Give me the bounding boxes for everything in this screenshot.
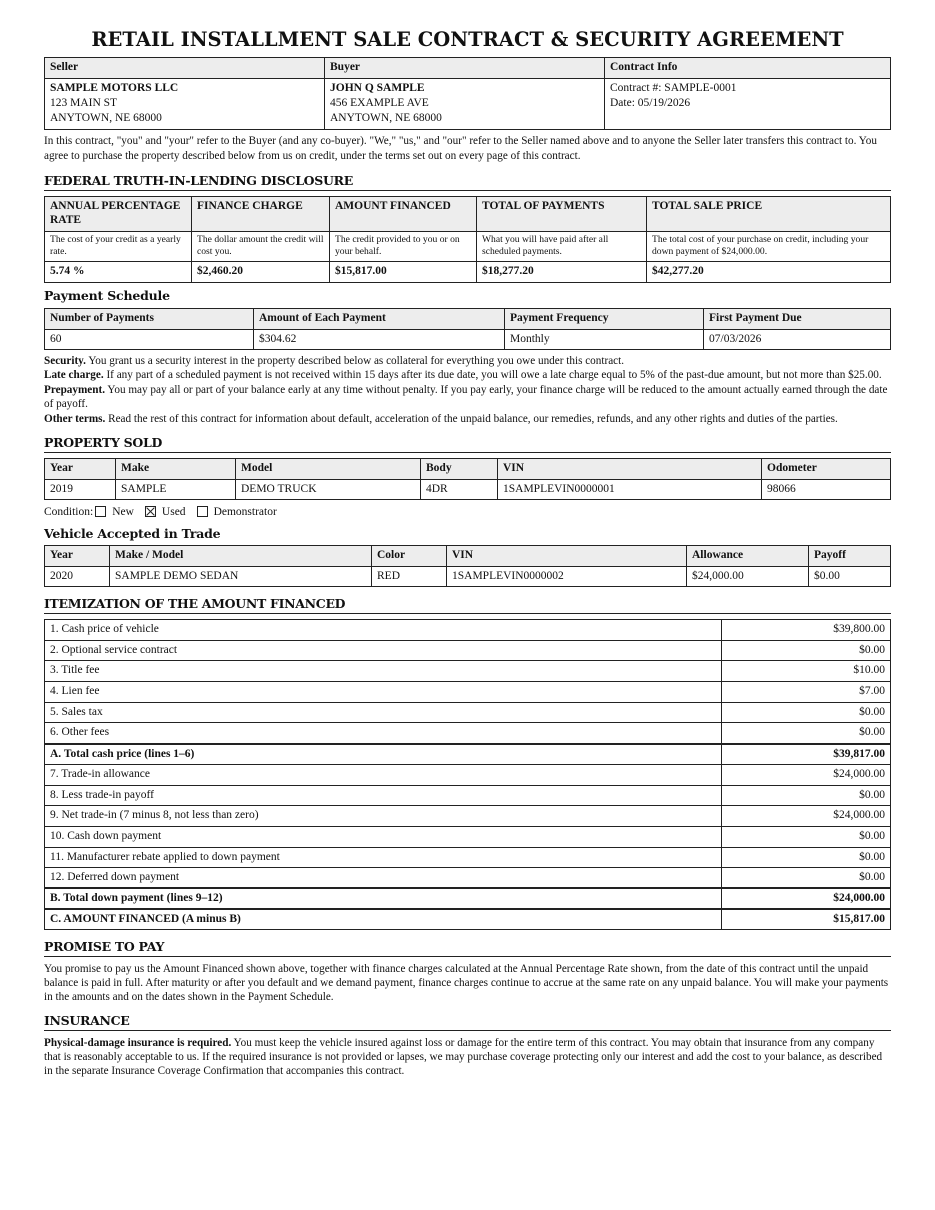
term-text: You grant us a security interest in the property described below as collateral for everything you owe under this contract. (85, 354, 625, 367)
document-title: RETAIL INSTALLMENT SALE CONTRACT & SECURITY AGREEMENT (91, 28, 844, 51)
trade-header-vin: VIN (447, 546, 687, 567)
itemization-amount: $10.00 (722, 661, 891, 682)
term-label: Late charge. (44, 369, 104, 382)
itemization-row (45, 620, 891, 641)
itemization-amount: $24,000.00 (722, 764, 891, 785)
contract-info-header: Contract Info (605, 58, 891, 79)
seller-header: Seller (45, 58, 325, 79)
total-of-payments-value: $18,277.20 (477, 262, 647, 283)
apr-description: The cost of your credit as a yearly rate. (45, 232, 192, 262)
contract-number: Contract #: SAMPLE-0001 (610, 82, 737, 95)
itemization-label: 1. Cash price of vehicle (45, 620, 722, 641)
contract-info-cell (605, 79, 891, 130)
trade-allowance: $24,000.00 (687, 567, 809, 587)
trade-in-heading: Vehicle Accepted in Trade (44, 525, 221, 541)
trade-make-model: SAMPLE DEMO SEDAN (110, 567, 372, 587)
schedule-first-payment-due: 07/03/2026 (704, 329, 891, 349)
itemization-amount: $7.00 (722, 682, 891, 703)
itemization-label: 2. Optional service contract (45, 640, 722, 661)
seller-cell (45, 79, 325, 130)
property-header-year: Year (45, 458, 116, 479)
itemization-label: C. AMOUNT FINANCED (A minus B) (45, 909, 722, 930)
itemization-label: 4. Lien fee (45, 682, 722, 703)
buyer-header: Buyer (325, 58, 605, 79)
total-of-payments-description: What you will have paid after all scheduled payments. (477, 232, 647, 262)
itemization-label: 12. Deferred down payment (45, 868, 722, 889)
trade-header-make-model: Make / Model (110, 546, 372, 567)
property-header-body: Body (421, 458, 498, 479)
itemization-amount: $0.00 (722, 640, 891, 661)
itemization-amount: $0.00 (722, 702, 891, 723)
total-of-payments-header: TOTAL OF PAYMENTS (477, 197, 647, 232)
trade-header-payoff: Payoff (809, 546, 891, 567)
property-odometer: 98066 (762, 479, 891, 499)
itemization-total-row (45, 744, 891, 765)
itemization-label: B. Total down payment (lines 9–12) (45, 888, 722, 909)
itemization-total-row (45, 909, 891, 930)
itemization-row (45, 785, 891, 806)
promise-to-pay-text: You promise to pay us the Amount Financed shown above, together with finance charges calculated at the Annual Percentage Rate shown, from the date of this contract until the unpaid balance is paid in full. After maturity or after you default and we demand payment, finance charges continue to accrue at the same rate on any unpaid balance. You will make your payments in the amounts and on the dates shown in the Payment Schedule. (44, 962, 889, 1003)
seller-name: SAMPLE MOTORS LLC (50, 82, 179, 95)
schedule-header-amount: Amount of Each Payment (254, 308, 505, 329)
itemization-amount: $0.00 (722, 826, 891, 847)
amount-financed-description: The credit provided to you or on your behalf. (330, 232, 477, 262)
term-text: If any part of a scheduled payment is not received within 15 days after its due date, you will owe a late charge equal to 5% of the past-due amount, but not more than $25.00. (103, 369, 882, 382)
itemization-heading: ITEMIZATION OF THE AMOUNT FINANCED (44, 596, 891, 614)
itemization-row (45, 764, 891, 785)
condition-new-label: New (112, 505, 134, 518)
finance-charge-header: FINANCE CHARGE (192, 197, 330, 232)
property-year: 2019 (45, 479, 116, 499)
itemization-label: 7. Trade-in allowance (45, 764, 722, 785)
term-security (44, 354, 891, 369)
condition-new-checkbox[interactable] (95, 506, 106, 517)
itemization-label: A. Total cash price (lines 1–6) (45, 744, 722, 765)
itemization-amount: $0.00 (722, 785, 891, 806)
term-other (44, 412, 891, 427)
trade-header-year: Year (45, 546, 110, 567)
schedule-payment-amount: $304.62 (254, 329, 505, 349)
itemization-amount: $0.00 (722, 847, 891, 868)
property-sold-table (44, 458, 891, 500)
term-text: You may pay all or part of your balance early at any time without penalty. If you pay early, your finance charge will be reduced to the amount actually earned through the date of payoff. (44, 383, 888, 411)
itemization-label: 9. Net trade-in (7 minus 8, not less than zero) (45, 806, 722, 827)
trade-header-color: Color (372, 546, 447, 567)
itemization-label: 10. Cash down payment (45, 826, 722, 847)
insurance-heading: INSURANCE (44, 1013, 891, 1031)
property-sold-heading: PROPERTY SOLD (44, 435, 891, 453)
trade-payoff: $0.00 (809, 567, 891, 587)
itemization-row (45, 868, 891, 889)
trade-color: RED (372, 567, 447, 587)
intro-paragraph: In this contract, "you" and "your" refer to the Buyer (and any co-buyer). "We," "us," and "our" refer to the Seller named above and to anyone the Seller later transfers this contract to. You agree to purchase the property described below from us on credit, under the terms set out on every page of this contract. (44, 135, 877, 163)
term-label: Prepayment. (44, 383, 106, 396)
seller-address-line1: 123 MAIN ST (50, 97, 118, 110)
apr-header: ANNUAL PERCENTAGE RATE (45, 197, 192, 232)
property-vin: 1SAMPLEVIN0000001 (498, 479, 762, 499)
amount-financed-value: $15,817.00 (330, 262, 477, 283)
term-label: Other terms. (44, 412, 106, 425)
promise-to-pay-heading: PROMISE TO PAY (44, 939, 891, 957)
schedule-number-of-payments: 60 (45, 329, 254, 349)
property-header-make: Make (116, 458, 236, 479)
total-sale-price-description: The total cost of your purchase on credit, including your down payment of $24,000.00. (647, 232, 891, 262)
trade-in-table (44, 545, 891, 587)
payment-schedule-table (44, 308, 891, 350)
buyer-address-line1: 456 EXAMPLE AVE (330, 97, 429, 110)
condition-demonstrator-checkbox[interactable] (197, 506, 208, 517)
schedule-header-number: Number of Payments (45, 308, 254, 329)
itemization-row (45, 702, 891, 723)
term-prepayment (44, 383, 891, 412)
property-header-vin: VIN (498, 458, 762, 479)
insurance-text: You must keep the vehicle insured against loss or damage for the entire term of this contract. You may obtain that insurance from any company that is reasonably acceptable to us. If the required insurance is not provided or lapses, we may purchase coverage protecting only our interest and add the cost to your balance, as described in the separate Insurance Coverage Confirmation that accompanies this contract. (44, 1036, 883, 1077)
total-sale-price-header: TOTAL SALE PRICE (647, 197, 891, 232)
itemization-row (45, 661, 891, 682)
condition-used-label: Used (161, 505, 186, 518)
property-make: SAMPLE (116, 479, 236, 499)
property-header-model: Model (236, 458, 421, 479)
finance-charge-description: The dollar amount the credit will cost you. (192, 232, 330, 262)
property-header-odometer: Odometer (762, 458, 891, 479)
condition-used-checkbox[interactable] (145, 506, 156, 517)
parties-table (44, 57, 891, 130)
seller-address-line2: ANYTOWN, NE 68000 (50, 112, 162, 125)
itemization-label: 11. Manufacturer rebate applied to down payment (45, 847, 722, 868)
itemization-total-row (45, 888, 891, 909)
itemization-amount: $24,000.00 (722, 888, 891, 909)
itemization-label: 6. Other fees (45, 723, 722, 744)
total-sale-price-value: $42,277.20 (647, 262, 891, 283)
itemization-row (45, 847, 891, 868)
itemization-amount: $15,817.00 (722, 909, 891, 930)
condition-demonstrator-label: Demonstrator (213, 505, 277, 518)
buyer-cell (325, 79, 605, 130)
schedule-payment-frequency: Monthly (505, 329, 704, 349)
property-model: DEMO TRUCK (236, 479, 421, 499)
term-late-charge (44, 368, 891, 383)
payment-schedule-heading: Payment Schedule (44, 288, 170, 303)
tila-table (44, 196, 891, 283)
terms-block (44, 354, 891, 427)
schedule-header-frequency: Payment Frequency (505, 308, 704, 329)
trade-year: 2020 (45, 567, 110, 587)
amount-financed-header: AMOUNT FINANCED (330, 197, 477, 232)
itemization-amount: $39,817.00 (722, 744, 891, 765)
schedule-header-first-due: First Payment Due (704, 308, 891, 329)
trade-header-allowance: Allowance (687, 546, 809, 567)
term-label: Security. (44, 354, 86, 367)
itemization-row (45, 826, 891, 847)
finance-charge-value: $2,460.20 (192, 262, 330, 283)
buyer-name: JOHN Q SAMPLE (330, 82, 425, 95)
insurance-paragraph (44, 1036, 891, 1078)
itemization-amount: $0.00 (722, 868, 891, 889)
itemization-amount: $39,800.00 (722, 620, 891, 641)
contract-date: Date: 05/19/2026 (610, 97, 691, 110)
term-text: Read the rest of this contract for information about default, acceleration of the unpaid balance, our remedies, refunds, and any other rights and duties of the parties. (105, 412, 838, 425)
condition-label: Condition: (44, 505, 94, 518)
itemization-row (45, 806, 891, 827)
itemization-row (45, 640, 891, 661)
itemization-amount: $24,000.00 (722, 806, 891, 827)
property-body: 4DR (421, 479, 498, 499)
condition-row (44, 504, 891, 520)
itemization-label: 8. Less trade-in payoff (45, 785, 722, 806)
itemization-label: 3. Title fee (45, 661, 722, 682)
apr-value: 5.74 % (45, 262, 192, 283)
tila-heading: FEDERAL TRUTH-IN-LENDING DISCLOSURE (44, 173, 891, 191)
buyer-address-line2: ANYTOWN, NE 68000 (330, 112, 442, 125)
itemization-table (44, 619, 891, 930)
insurance-label: Physical-damage insurance is required. (44, 1036, 232, 1049)
itemization-label: 5. Sales tax (45, 702, 722, 723)
itemization-row (45, 682, 891, 703)
trade-vin: 1SAMPLEVIN0000002 (447, 567, 687, 587)
itemization-amount: $0.00 (722, 723, 891, 744)
itemization-row (45, 723, 891, 744)
